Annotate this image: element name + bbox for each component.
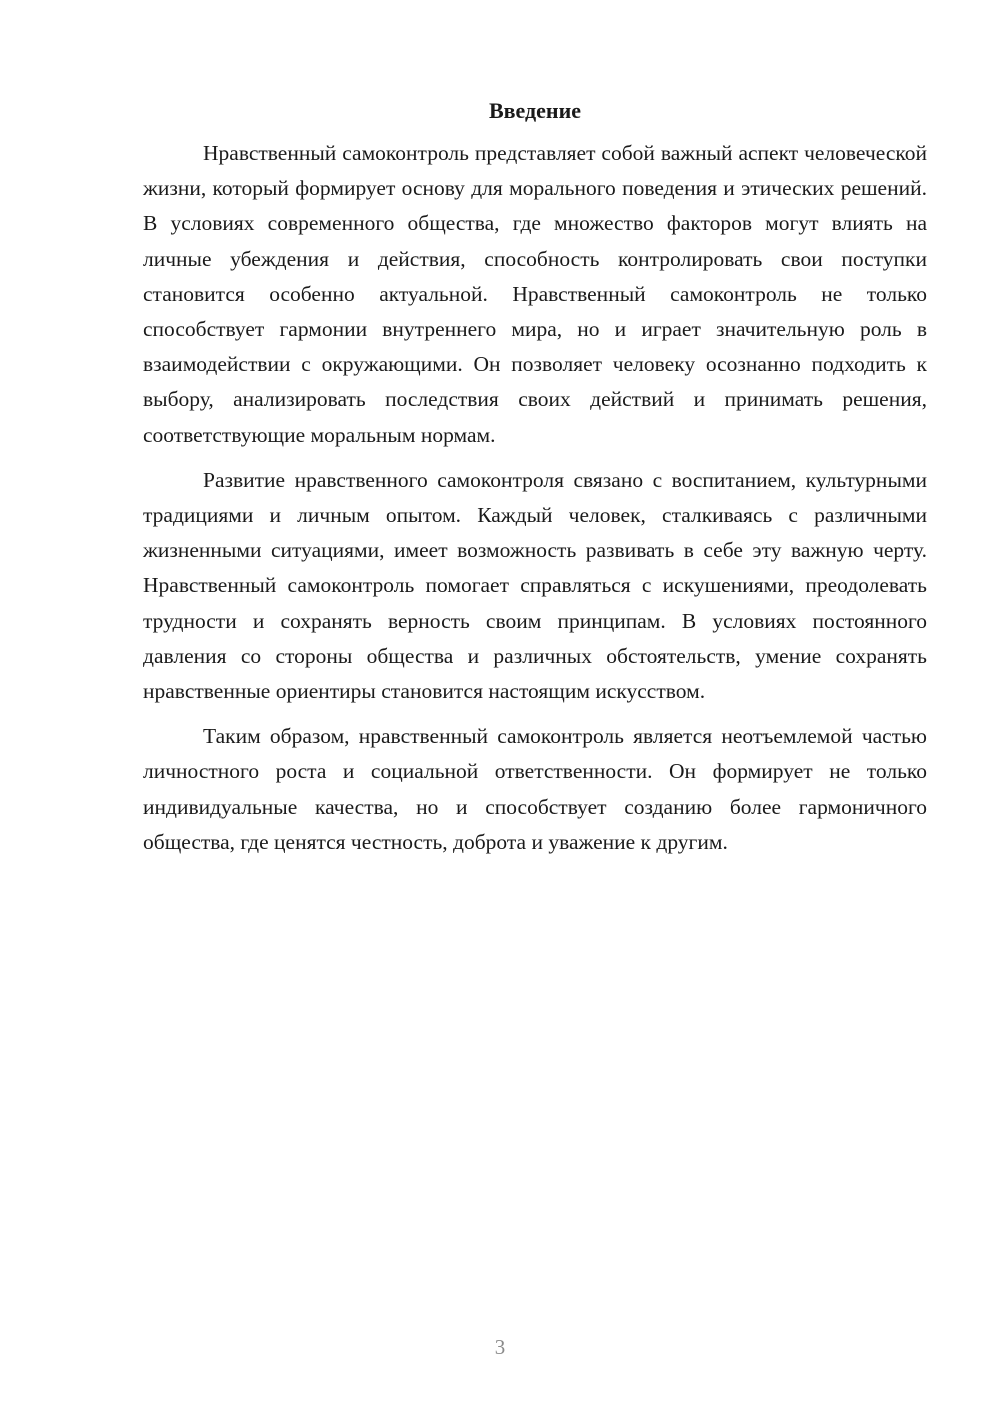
page-content <box>143 96 927 870</box>
paragraph-2: Развитие нравственного самоконтроля связано с воспитанием, культурными традициями и личным опытом. Каждый человек, сталкиваясь с различными жизненными ситуациями, имеет возможность развивать в себе эту важную черту. Нравственный самоконтроль помогает справляться с искушениями, преодолевать трудности и сохранять верность своим принципам. В условиях постоянного давления со стороны общества и различных обстоятельств, умение сохранять нравственные ориентиры становится настоящим искусством. <box>143 467 927 704</box>
paragraph-1: Нравственный самоконтроль представляет собой важный аспект человеческой жизни, который формирует основу для морального поведения и этических решений. В условиях современного общества, где множество факторов могут влиять на личные убеждения и действия, способность контролировать свои поступки становится особенно актуальной. Нравственный самоконтроль не только способствует гармонии внутреннего мира, но и играет значительную роль в взаимодействии с окружающими. Он позволяет человеку осознанно подходить к выбору, анализировать последствия своих действий и принимать решения, соответствующие моральным нормам. <box>143 141 927 447</box>
paragraph-3: Таким образом, нравственный самоконтроль является неотъемлемой частью личностного роста и социальной ответственности. Он формирует не только индивидуальные качества, но и способствует созданию более гармоничного общества, где ценятся честность, доброта и уважение к другим. <box>143 724 927 854</box>
section-title: Введение <box>488 98 582 123</box>
page-number: 3 <box>494 1335 506 1359</box>
